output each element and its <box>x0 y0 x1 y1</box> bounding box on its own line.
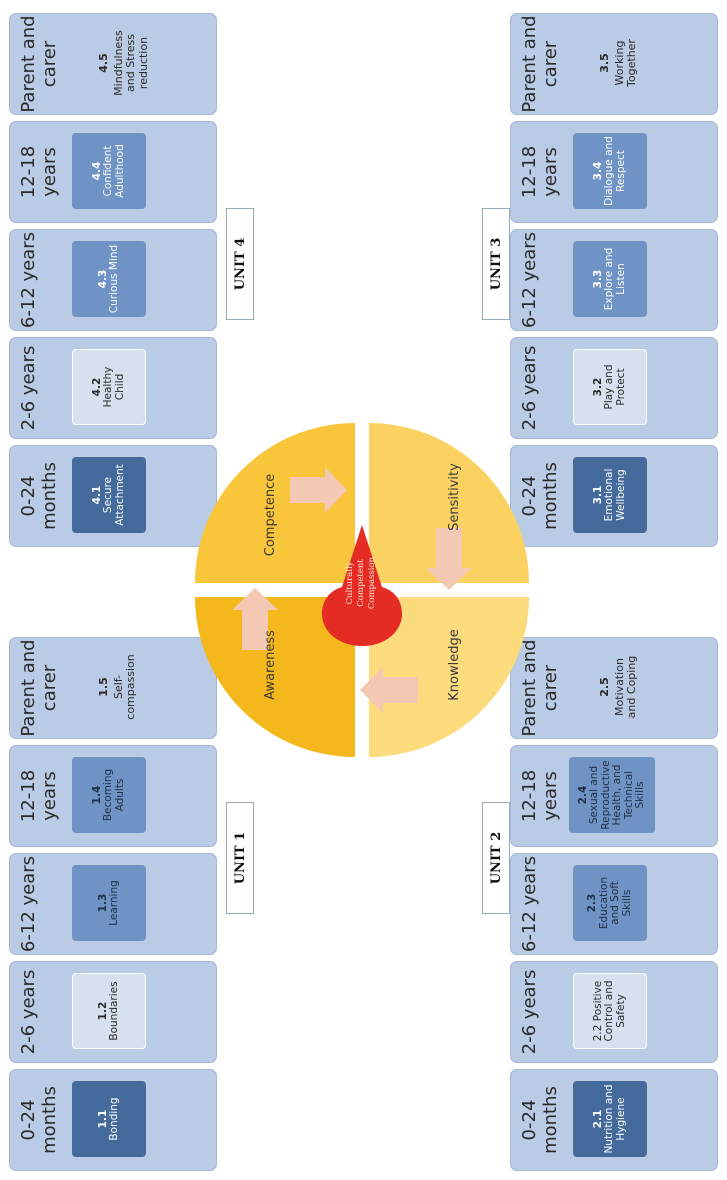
quadrant-label-competence: Competence <box>263 473 278 557</box>
card-age: Parent and carer <box>18 15 60 113</box>
card-age: Parent and carer <box>519 15 561 113</box>
card-age: 12-18 years <box>519 145 561 199</box>
topic-title: Education and Soft Skills <box>597 876 633 930</box>
card-age: 2-6 years <box>519 969 540 1055</box>
topic-title: Nutrition and Hygiene <box>603 1084 627 1154</box>
quadrant-label-sensitivity: Sensitivity <box>447 463 462 531</box>
card-age: 6-12 years <box>519 855 540 953</box>
heart-line-1: Culturally <box>345 561 355 605</box>
topic-number: 1.3 <box>96 893 109 913</box>
card-age: 12-18 years <box>18 145 60 199</box>
topic-title: Curious Mind <box>108 244 120 314</box>
topic-title: 2.2 Positive Control and Safety <box>591 980 627 1042</box>
card-age: 0-24 months <box>519 1086 561 1154</box>
topic-number: 1.2 <box>96 1001 109 1021</box>
card-age: 0-24 months <box>18 1086 60 1154</box>
card-age: 0-24 months <box>18 462 60 530</box>
topic-number: 3.3 <box>591 269 604 289</box>
card-age: Parent and carer <box>18 639 60 737</box>
topic-number: 2.3 <box>586 893 598 913</box>
card-age: 12-18 years <box>18 769 60 823</box>
topic-title: Confident Adulthood <box>102 144 126 198</box>
card-age: 6-12 years <box>519 231 540 329</box>
topic-number: 4.3 <box>96 269 109 289</box>
topic-number: 2.5 <box>598 677 611 697</box>
topic-title: Healthy Child <box>102 366 126 408</box>
topic-number: 1.5 <box>97 677 110 697</box>
topic-title: Learning <box>108 880 120 926</box>
topic-number: 4.5 <box>97 53 110 73</box>
card-age: 6-12 years <box>18 231 39 329</box>
topic-title: Bonding <box>108 1097 120 1141</box>
card-age: 2-6 years <box>18 345 39 431</box>
topic-number: 2.4 <box>576 785 589 805</box>
topic-title: Becoming Adults <box>102 768 126 822</box>
topic-title: Play and Protect <box>603 364 627 410</box>
topic-number: 3.5 <box>598 53 611 73</box>
card-age: 6-12 years <box>18 855 39 953</box>
topic-number: 3.2 <box>591 377 604 397</box>
topic-title: Secure Attachment <box>102 464 126 526</box>
topic-number: 1.4 <box>90 785 103 805</box>
card-age: 2-6 years <box>18 969 39 1055</box>
heart-line-2: Competent <box>356 559 366 607</box>
topic-title: Dialogue and Respect <box>603 136 627 206</box>
topic-number: 3.4 <box>591 161 604 181</box>
topic-title: Self-compassion <box>111 654 137 720</box>
topic-title: Motivation and Coping <box>612 655 638 719</box>
topic-title: Sexual and Reproductive Health, and Technical Skills <box>588 760 646 830</box>
topic-number: 1.1 <box>96 1109 109 1129</box>
card-age: 12-18 years <box>519 769 561 823</box>
topic-number: 2.1 <box>591 1109 604 1129</box>
quadrant-label-knowledge: Knowledge <box>447 629 462 701</box>
topic-title: Boundaries <box>108 981 120 1041</box>
card-age: 0-24 months <box>519 462 561 530</box>
heart-line-3: Compassion <box>367 556 377 610</box>
topic-title: Explore and Listen <box>603 247 627 311</box>
topic-number: 4.4 <box>90 161 103 181</box>
topic-title: Working Together <box>612 39 638 87</box>
card-age: 2-6 years <box>519 345 540 431</box>
unit-3-label: UNIT 3 <box>482 208 510 320</box>
unit-4-label: UNIT 4 <box>226 208 254 320</box>
topic-number: 4.1 <box>90 485 103 505</box>
heart-label <box>345 538 378 628</box>
topic-title: Emotional Wellbeing <box>603 468 627 522</box>
unit-2-label: UNIT 2 <box>482 802 510 914</box>
unit-1-label: UNIT 1 <box>226 802 254 914</box>
topic-title: Mindfulness and Stress reduction <box>111 30 150 96</box>
quadrant-label-awareness: Awareness <box>263 630 278 700</box>
topic-number: 3.1 <box>591 485 604 505</box>
topic-number: 4.2 <box>90 377 103 397</box>
card-age: Parent and carer <box>519 639 561 737</box>
